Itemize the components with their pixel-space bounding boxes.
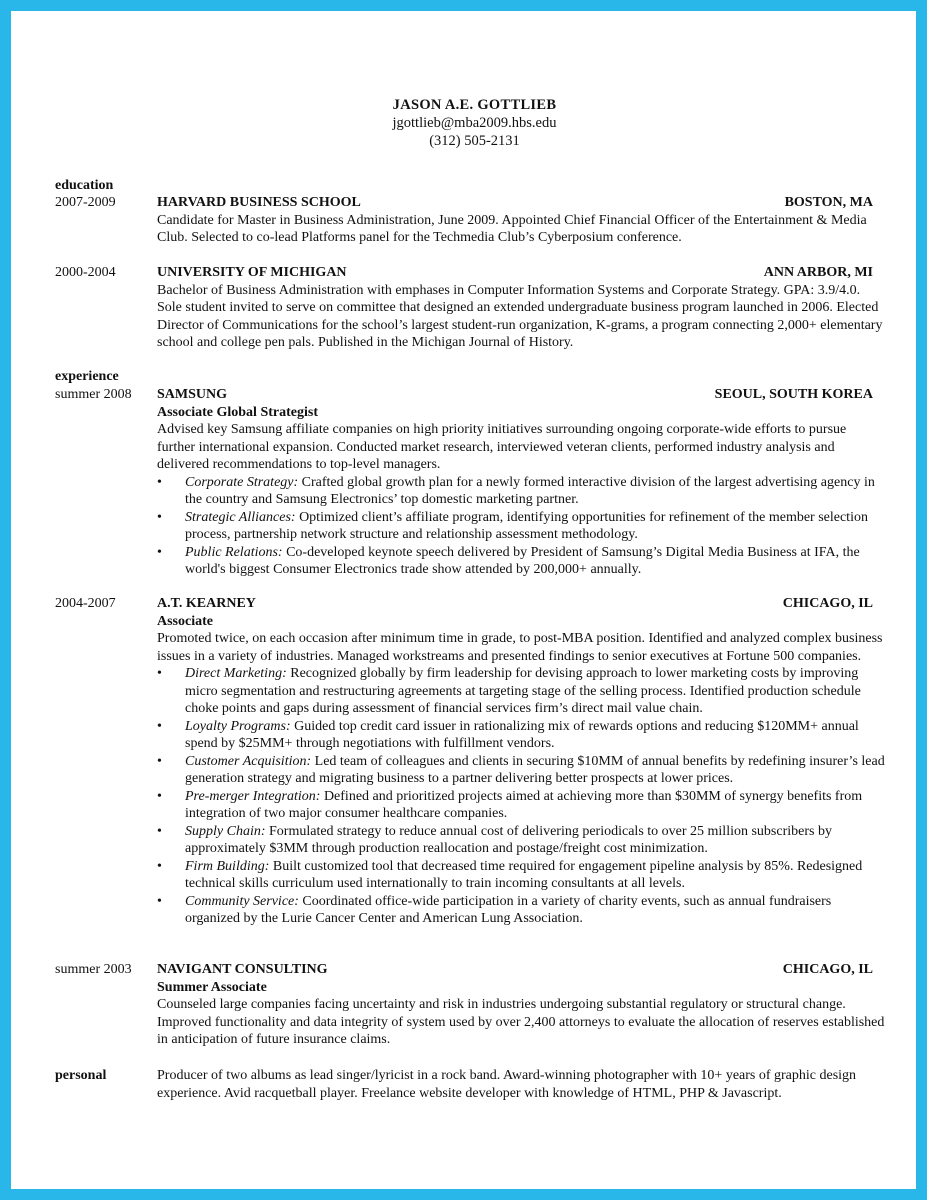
entry-description: Counseled large companies facing uncertainty and risk in industries undergoing substantial regulatory or structural change. Improved functionality and data integrity of system used by over 2,400 attorneys to evaluate the allocation of reserves established in anticipation of future insurance claims. bbox=[157, 997, 885, 1047]
achievement-label: Firm Building: bbox=[185, 858, 270, 874]
bullet-icon: • bbox=[157, 474, 162, 490]
entry-dates: summer 2003 bbox=[55, 962, 132, 977]
bullet-icon: • bbox=[157, 858, 162, 874]
bullet-icon: • bbox=[157, 753, 162, 769]
personal-label: personal bbox=[55, 1068, 107, 1083]
entry-dates: 2007-2009 bbox=[55, 195, 116, 210]
achievement-label: Loyalty Programs: bbox=[185, 718, 291, 734]
bullet-icon: • bbox=[157, 666, 162, 681]
entry-organization: HARVARD BUSINESS SCHOOL bbox=[157, 195, 361, 210]
achievement-text: Coordinated office-wide participation in a variety of charity events, such as annual fundraisers organized by the Lurie Cancer Center and American Lung Association. bbox=[185, 893, 832, 926]
achievement-label: Supply Chain: bbox=[185, 823, 266, 839]
achievement-item bbox=[157, 509, 885, 544]
bullet-icon: • bbox=[157, 544, 162, 560]
achievement-text: Crafted global growth plan for a newly formed interactive division of the largest advertising agency in the country and Samsung Electronics’ top domestic marketing partner. bbox=[185, 474, 875, 507]
achievement-text: Optimized client’s affiliate program, identifying opportunities for refinement of the member selection process, partnership network structure and relationship assessment methodology. bbox=[185, 509, 868, 542]
achievement-label: Pre-merger Integration: bbox=[185, 788, 321, 804]
personal-description: Producer of two albums as lead singer/lyricist in a rock band. Award-winning photographer with 10+ years of graphic design experience. Avid racquetball player. Freelance website developer with knowledge of HTML, PHP & Javascript. bbox=[157, 1068, 857, 1101]
entry-location: ANN ARBOR, MI bbox=[763, 265, 873, 280]
experience-entry bbox=[55, 595, 885, 928]
achievement-text: Formulated strategy to reduce annual cost of delivering periodicals to over 25 million subscribers by approximately $3MM through production reallocation and postage/freight cost minimization. bbox=[185, 823, 832, 856]
bullet-icon: • bbox=[157, 788, 162, 804]
achievement-label: Corporate Strategy: bbox=[185, 474, 299, 490]
achievement-text: Co-developed keynote speech delivered by President of Samsung’s Digital Media Business at IFA, the world's biggest Consumer Electronics trade show attended by 200,000+ annually. bbox=[185, 544, 860, 577]
education-label: education bbox=[55, 178, 114, 193]
achievement-item bbox=[157, 665, 885, 718]
entry-organization: UNIVERSITY OF MICHIGAN bbox=[157, 265, 347, 280]
achievement-item bbox=[157, 858, 885, 893]
entry-location: SEOUL, SOUTH KOREA bbox=[714, 387, 873, 402]
education-entry bbox=[55, 264, 885, 352]
achievement-label: Public Relations: bbox=[185, 544, 283, 560]
bullet-icon: • bbox=[157, 509, 162, 525]
entry-organization: SAMSUNG bbox=[157, 387, 228, 402]
candidate-phone: (312) 505-2131 bbox=[429, 133, 520, 149]
resume-header bbox=[11, 96, 927, 150]
achievement-item bbox=[157, 823, 885, 858]
entry-location: CHICAGO, IL bbox=[782, 962, 873, 977]
entry-dates: 2000-2004 bbox=[55, 265, 116, 280]
entry-organization: NAVIGANT CONSULTING bbox=[157, 962, 328, 977]
job-title: Associate Global Strategist bbox=[157, 404, 318, 420]
achievement-list bbox=[157, 474, 885, 579]
experience-label: experience bbox=[55, 369, 119, 384]
achievement-text: Guided top credit card issuer in rationalizing mix of rewards options and reducing $120MM+ annual spend by $25MM+ through negotiations with fulfillment vendors. bbox=[185, 718, 859, 751]
bullet-icon: • bbox=[157, 718, 162, 734]
entry-location: BOSTON, MA bbox=[784, 195, 873, 210]
entry-dates: summer 2008 bbox=[55, 387, 132, 402]
achievement-item bbox=[157, 474, 885, 509]
entry-description: Advised key Samsung affiliate companies on high priority initiatives surrounding ongoing corporate-wide efforts to pursue further international expansion. Conducted market research, interviewed veteran clients, performed industry analysis and delivered recommendations to top-level managers. bbox=[157, 422, 847, 472]
achievement-text: Led team of colleagues and clients in securing $10MM of annual benefits by redefining insurer’s lead generation strategy and migrating business to a partner delivering better prospects at lower prices. bbox=[185, 753, 885, 786]
entry-dates: 2004-2007 bbox=[55, 596, 116, 611]
achievement-label: Strategic Alliances: bbox=[185, 509, 296, 525]
bullet-icon: • bbox=[157, 893, 162, 909]
entry-description: Bachelor of Business Administration with emphases in Computer Information Systems and Corporate Strategy. GPA: 3.9/4.0. Sole student invited to serve on committee that designed an extended undergraduate business program launched in 2006. Elected Director of Communications for the school’s largest student-run organization, K-grams, a program connecting 2,000+ elementary school and college pen pals. Published in the Michigan Journal of History. bbox=[157, 282, 883, 350]
achievement-list bbox=[157, 665, 885, 928]
achievement-item bbox=[157, 788, 885, 823]
achievement-label: Customer Acquisition: bbox=[185, 753, 312, 769]
achievement-text: Built customized tool that decreased time required for engagement pipeline analysis by 85%. Redesigned technical skills curriculum used internationally to train incoming consultants at all levels. bbox=[185, 858, 863, 891]
achievement-item bbox=[157, 544, 885, 579]
job-title: Associate bbox=[157, 613, 213, 629]
experience-entry bbox=[55, 386, 885, 579]
candidate-name: JASON A.E. GOTTLIEB bbox=[392, 97, 557, 113]
personal-section bbox=[55, 1067, 885, 1102]
experience-entry bbox=[55, 961, 885, 1049]
entry-description: Promoted twice, on each occasion after minimum time in grade, to post-MBA position. Identified and analyzed complex business issues in a variety of industries. Managed workstreams and presented findings to senior executives at Fortune 500 companies. bbox=[157, 631, 883, 664]
entry-location: CHICAGO, IL bbox=[782, 596, 873, 611]
entry-description: Candidate for Master in Business Administration, June 2009. Appointed Chief Financial Officer of the Entertainment & Media Club. Selected to co-lead Platforms panel for the Techmedia Club’s Cyberposium conference. bbox=[157, 212, 867, 245]
candidate-email: jgottlieb@mba2009.hbs.edu bbox=[392, 115, 557, 131]
entry-organization: A.T. KEARNEY bbox=[157, 596, 256, 611]
achievement-label: Community Service: bbox=[185, 893, 299, 909]
achievement-item bbox=[157, 753, 885, 788]
achievement-item bbox=[157, 893, 885, 928]
achievement-item bbox=[157, 718, 885, 753]
achievement-text: Defined and prioritized projects aimed at achieving more than $30MM of synergy benefits from integration of two major consumer healthcare companies. bbox=[185, 788, 863, 821]
bullet-icon: • bbox=[157, 823, 162, 839]
job-title: Summer Associate bbox=[157, 979, 267, 995]
education-entry bbox=[55, 194, 885, 247]
achievement-label: Direct Marketing: bbox=[185, 666, 287, 681]
achievement-text: Recognized globally by firm leadership for devising approach to lower marketing costs by improving micro segmentation and restructuring agreements at targeting stage of the selling process. Identified production schedule choke points and gaps during assessment of financial services firm’s direct mail value chain. bbox=[185, 666, 861, 716]
